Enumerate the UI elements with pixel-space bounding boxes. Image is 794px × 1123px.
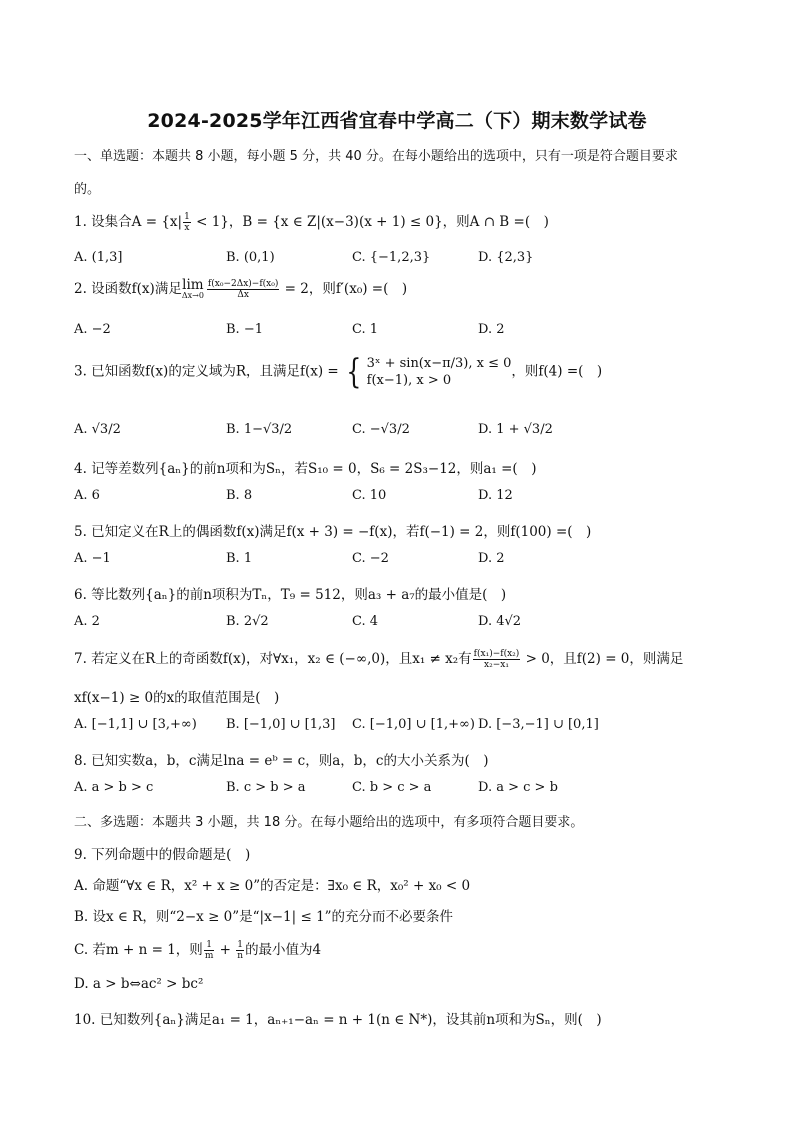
q9-option-b[interactable]: B. 设x ∈ R，则“2−x ≥ 0”是“|x−1| ≤ 1”的充分而不必要条件 [74, 909, 454, 925]
exam-title: 2024-2025学年江西省宜春中学高二（下）期末数学试卷 [147, 110, 647, 132]
q9-fraction-1m: $\frac{1}{m}$ [204, 940, 214, 961]
q1-prefix: 1. 设集合 [74, 214, 132, 230]
q9-option-d[interactable]: D. a > b⇔ac² > bc² [74, 976, 204, 992]
q9-fraction-1n: $\frac{1}{n}$ [237, 940, 244, 961]
question-3 [74, 352, 603, 392]
q1-option-a[interactable]: A. (1,3] [74, 250, 123, 265]
q5-option-a[interactable]: A. −1 [74, 551, 111, 566]
q4-option-c[interactable]: C. 10 [352, 488, 387, 503]
q2-option-b[interactable]: B. −1 [226, 322, 263, 337]
q6-option-a[interactable]: A. 2 [74, 614, 100, 629]
q7-fraction: $\frac{\text{f(x₁)−f(x₂)}}{\text{x₂−x₁}}$ [473, 649, 520, 670]
question-2 [74, 277, 407, 300]
q2-prefix: 2. 设函数f(x)满足 [74, 281, 182, 297]
q7-option-b[interactable]: B. [−1,0] ∪ [1,3] [226, 717, 336, 732]
q1-option-b[interactable]: B. (0,1) [226, 250, 275, 265]
q1-option-d[interactable]: D. {2,3} [478, 250, 534, 265]
q1-fraction: $\frac{1}{x}$ [184, 212, 190, 233]
q2-option-a[interactable]: A. −2 [74, 322, 111, 337]
question-6: 6. 等比数列{aₙ}的前n项积为Tₙ，T₉ = 512，则a₃ + a₇的最小值是( ) [74, 587, 507, 603]
q3-rest: ，则f(4) =( ) [511, 363, 603, 380]
q3-case-1: 3ˣ + sin(x−π/3), x ≤ 0 [366, 356, 512, 371]
question-4: 4. 记等差数列{aₙ}的前n项和为Sₙ，若S₁₀ = 0，S₆ = 2S₃−12，则a₁ =( ) [74, 461, 537, 477]
q6-option-b[interactable]: B. 2√2 [226, 614, 269, 629]
q2-limit: lim Δx→0 [181, 277, 204, 300]
question-9: 9. 下列命题中的假命题是( ) [74, 847, 251, 863]
q2-option-d[interactable]: D. 2 [478, 322, 505, 337]
q8-option-d[interactable]: D. a > c > b [478, 780, 558, 795]
q7-option-d[interactable]: D. [−3,−1] ∪ [0,1] [478, 717, 599, 732]
q7-option-c[interactable]: C. [−1,0] ∪ [1,+∞) [352, 717, 475, 732]
question-7 [74, 647, 683, 670]
q3-option-d[interactable]: D. 1 + √3/2 [478, 422, 553, 437]
q1-rest: < 1}，B = {x ∈ Z|(x−3)(x + 1) ≤ 0}，则A ∩ B =( ) [191, 214, 549, 230]
q6-option-c[interactable]: C. 4 [352, 614, 379, 629]
q9-option-c[interactable]: C. 若m + n = 1，则 $\frac{1}{m}$ + $\frac{1}{n}$ 的最小值为4 [74, 940, 322, 961]
q3-prefix: 3. 已知函数f(x)的定义域为R，且满足f(x) = [74, 363, 339, 380]
q5-option-c[interactable]: C. −2 [352, 551, 389, 566]
q3-piecewise: { 3ˣ + sin(x−π/3), x ≤ 0 f(x−1), x > 0 [346, 352, 512, 392]
q8-option-b[interactable]: B. c > b > a [226, 780, 306, 795]
q3-option-b[interactable]: B. 1−√3/2 [226, 422, 293, 437]
question-1 [74, 210, 549, 233]
q7-prefix: 7. 若定义在R上的奇函数f(x)，对∀x₁，x₂ ∈ (−∞,0)，且x₁ ≠ x₂有 [74, 651, 472, 667]
q2-option-c[interactable]: C. 1 [352, 322, 379, 337]
q8-option-a[interactable]: A. a > b > c [74, 780, 154, 795]
q1-option-c[interactable]: C. {−1,2,3} [352, 250, 431, 265]
question-10: 10. 已知数列{aₙ}满足a₁ = 1，aₙ₊₁−aₙ = n + 1(n ∈ N*)，设其前n项和为Sₙ，则( ) [74, 1012, 602, 1028]
q4-option-b[interactable]: B. 8 [226, 488, 253, 503]
q7-rest: > 0，且f(2) = 0，则满足 [521, 651, 684, 667]
question-7-line2: xf(x−1) ≥ 0的x的取值范围是( ) [74, 690, 280, 706]
q1-set-a: A = {x| [131, 214, 183, 230]
section-single-choice-header: 一、单选题：本题共 8 小题，每小题 5 分，共 40 分。在每小题给出的选项中，只有一项是符合题目要求 [74, 149, 678, 164]
q5-option-b[interactable]: B. 1 [226, 551, 253, 566]
section-single-choice-header-cont: 的。 [74, 182, 101, 197]
q2-rest: = 2，则f′(x₀) =( ) [280, 281, 408, 297]
q2-fraction: $\frac{\text{f(x₀−2Δx)−f(x₀)}}{\Delta x}$ [207, 279, 279, 300]
q4-option-a[interactable]: A. 6 [74, 488, 100, 503]
q4-option-d[interactable]: D. 12 [478, 488, 513, 503]
question-8: 8. 已知实数a，b，c满足lna = eᵇ = c，则a，b，c的大小关系为( ) [74, 753, 489, 769]
q3-option-a[interactable]: A. √3/2 [74, 422, 121, 437]
q3-case-2: f(x−1), x > 0 [366, 373, 452, 388]
q6-option-d[interactable]: D. 4√2 [478, 614, 522, 629]
q8-option-c[interactable]: C. b > c > a [352, 780, 432, 795]
q3-option-c[interactable]: C. −√3/2 [352, 422, 410, 437]
q9-option-a[interactable]: A. 命题“∀x ∈ R，x² + x ≥ 0”的否定是：∃x₀ ∈ R，x₀² + x₀ < 0 [74, 878, 471, 894]
q7-option-a[interactable]: A. [−1,1] ∪ [3,+∞) [74, 717, 197, 732]
section-multi-choice-header: 二、多选题：本题共 3 小题，共 18 分。在每小题给出的选项中，有多项符合题目要求。 [74, 815, 584, 830]
q5-option-d[interactable]: D. 2 [478, 551, 505, 566]
question-5: 5. 已知定义在R上的偶函数f(x)满足f(x + 3) = −f(x)，若f(−1) = 2，则f(100) =( ) [74, 524, 592, 540]
